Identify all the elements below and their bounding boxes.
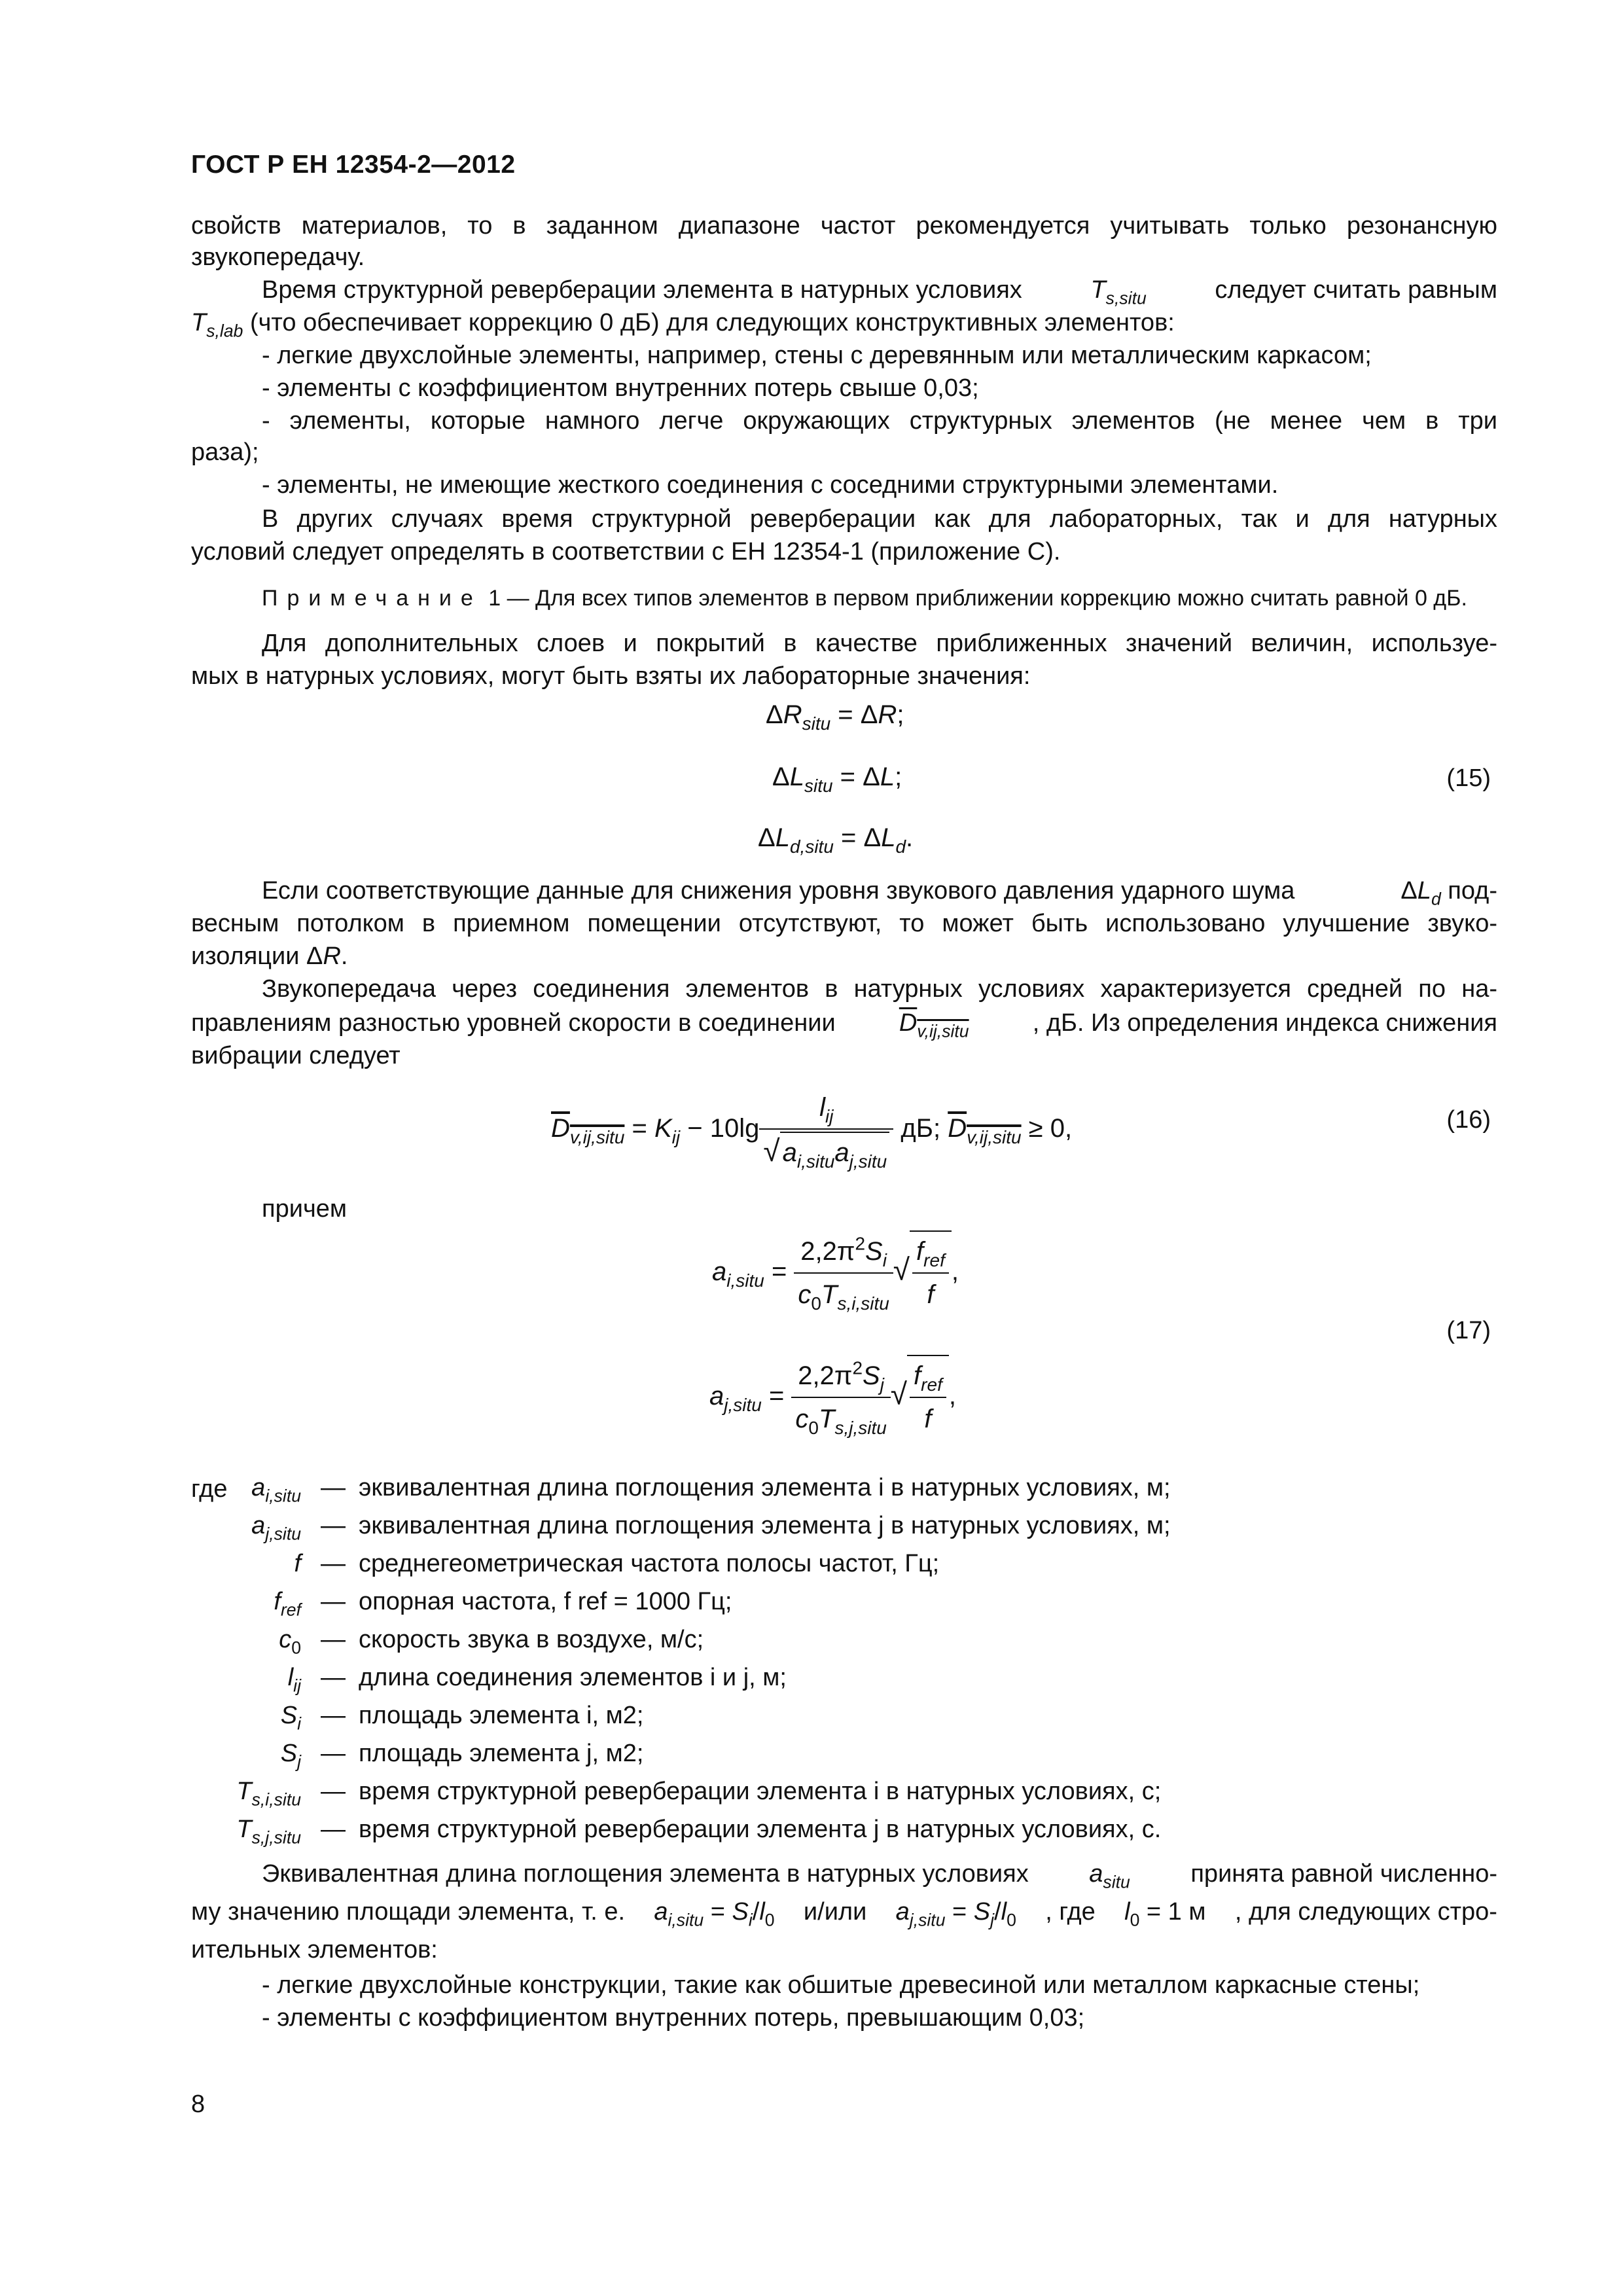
text-fragment: Эквивалентная длина поглощения элемента в натурных условиях <box>262 1860 1029 1888</box>
def-desc: время структурной реверберации элемента i в натурных условиях, с; <box>359 1778 1162 1805</box>
unit-db: дБ; <box>901 1114 941 1143</box>
paragraph-line: причем <box>262 1195 347 1223</box>
def-dash: — <box>321 1550 346 1577</box>
paragraph-line <box>191 908 1497 939</box>
def-dash: — <box>321 1664 346 1691</box>
def-desc: скорость звука в воздухе, м/с; <box>359 1626 704 1653</box>
def-desc: площадь элемента i, м2; <box>359 1702 644 1729</box>
text-fragment: (что обеспечивает коррекцию 0 дБ) для следующих конструктивных элементов: <box>249 309 1175 336</box>
symbol-ts-situ: $T_{s,situ}$ <box>1090 276 1147 308</box>
def-symbol: $a_{i,situ}$ <box>251 1474 301 1506</box>
equation-17a: $a_{i,situ}$ = $\frac{2,2\pi^2S_i}{c_0T_{s,i,situ}}$ √ $\frac{f_{ref}}{f}$ , <box>712 1230 959 1314</box>
def-symbol: f <box>294 1550 301 1577</box>
note-label: Примечание <box>262 586 482 611</box>
paragraph-line: звукопередачу. <box>191 243 365 271</box>
list-item: - элементы с коэффициентом внутренних потерь, превышающим 0,03; <box>262 2004 1085 2032</box>
def-desc: площадь элемента j, м2; <box>359 1740 644 1767</box>
def-symbol: $S_i$ <box>280 1702 301 1734</box>
list-item: - элементы, которые намного легче окружающих структурных элементов (не менее чем в три <box>262 407 1497 435</box>
paragraph-line <box>262 876 1497 909</box>
def-symbol: $T_{s,j,situ}$ <box>236 1816 301 1848</box>
paragraph-line <box>262 275 1497 308</box>
text-fragment: му значению площади элемента, т. е. <box>191 1898 626 1926</box>
list-item: - легкие двухслойные конструкции, такие как обшитые древесиной или металлом каркасные стены; <box>262 1971 1420 1999</box>
formula-inline: $a_{j,situ} = S_j/l_0$ <box>895 1898 1016 1930</box>
document-header: ГОСТ Р ЕН 12354-2—2012 <box>191 151 516 179</box>
equation-15a: $\Delta R_{situ} = \Delta R$; <box>766 700 904 734</box>
def-desc: эквивалентная длина поглощения элемента j в натурных условиях, м; <box>359 1512 1171 1539</box>
list-item: - элементы, не имеющие жесткого соединения с соседними структурными элементами. <box>262 471 1279 499</box>
def-desc: среднегеометрическая частота полосы частот, Гц; <box>359 1550 940 1577</box>
paragraph-line <box>191 308 1175 341</box>
list-item: - легкие двухслойные элементы, например, стены с деревянным или металлическим каркасом; <box>262 342 1372 369</box>
symbol-ts-lab: $T_{s,lab}$ <box>191 309 243 341</box>
equation-number: (15) <box>1446 764 1491 792</box>
text-fragment: принята равной численно- <box>1190 1860 1497 1888</box>
symbol-a-situ: $a_{situ}$ <box>1089 1860 1130 1892</box>
list-item: раза); <box>191 439 259 466</box>
paragraph-line <box>191 1897 1497 1930</box>
text-fragment: весным потолком в приемном помещении отсутствуют, то может быть использовано улучшение звуко- <box>191 910 1497 937</box>
text-fragment: правлениям разностью уровней скорости в соединении <box>191 1009 836 1037</box>
text-fragment: , для следующих стро- <box>1234 1898 1497 1926</box>
def-symbol: $T_{s,i,situ}$ <box>236 1778 301 1810</box>
text-fragment: изоляции <box>191 942 300 970</box>
def-desc: длина соединения элементов i и j, м; <box>359 1664 787 1691</box>
paragraph-line <box>191 1008 1497 1041</box>
paragraph-line <box>262 1859 1497 1892</box>
def-desc: время структурной реверберации элемента j в натурных условиях, с. <box>359 1816 1162 1843</box>
paragraph-line: Для дополнительных слоев и покрытий в качестве приближенных значений величин, используе- <box>262 630 1497 657</box>
formula-inline: $a_{i,situ} = S_i/l_0$ <box>654 1898 775 1930</box>
symbol-dv-ij-situ: $D_{v,ij,situ}$ <box>899 1009 969 1041</box>
paragraph-line: вибрации следует <box>191 1042 401 1069</box>
equation-15c: $\Delta L_{d,situ} = \Delta L_d$. <box>758 823 914 857</box>
paragraph-line: В других случаях время структурной реверберации как для лабораторных, так и для натурных <box>262 505 1497 533</box>
text-fragment: , дБ. Из определения индекса снижения <box>1032 1009 1497 1037</box>
paragraph-line: ительных элементов: <box>191 1936 438 1964</box>
paragraph-line: условий следует определять в соответствии с ЕН 12354-1 (приложение С). <box>191 538 1061 565</box>
note-text: 1 — Для всех типов элементов в первом приближении коррекцию можно считать равной 0 дБ. <box>488 586 1467 611</box>
def-desc: эквивалентная длина поглощения элемента i в натурных условиях, м; <box>359 1474 1171 1501</box>
def-dash: — <box>321 1702 346 1729</box>
equation-16: $D_{v,ij,situ} = K_{ij} - 10\lg$ $\frac{l_{ij}}{√ a_{i,situ}a_{j,situ}}$ дБ; $D_{v,ij,situ} \ge 0$, <box>551 1088 1072 1172</box>
paragraph-line: свойств материалов, то в заданном диапазоне частот рекомендуется учитывать только резонансную <box>191 212 1497 240</box>
def-dash: — <box>321 1474 346 1501</box>
paragraph-line: мых в натурных условиях, могут быть взяты их лабораторные значения: <box>191 662 1031 690</box>
text-fragment: , где <box>1045 1898 1096 1926</box>
def-dash: — <box>321 1588 346 1615</box>
def-symbol: $a_{j,situ}$ <box>251 1512 301 1544</box>
page-number: 8 <box>191 2090 205 2118</box>
note <box>262 585 1467 611</box>
symbol-delta-ld: $\Delta L_d$ под- <box>1400 877 1497 909</box>
paragraph-line: Звукопередача через соединения элементов в натурных условиях характеризуется средней по на- <box>262 975 1497 1003</box>
def-symbol: $l_{ij}$ <box>287 1664 301 1696</box>
text-fragment: и/или <box>803 1898 867 1926</box>
text-fragment: следует считать равным <box>1215 276 1497 304</box>
equation-number: (16) <box>1446 1106 1491 1134</box>
formula-inline: $l_0 = 1$ м <box>1124 1898 1206 1930</box>
def-symbol: $c_0$ <box>279 1626 301 1658</box>
equation-number: (17) <box>1446 1317 1491 1344</box>
list-item: - элементы с коэффициентом внутренних потерь свыше 0,03; <box>262 374 979 402</box>
where-label: где <box>191 1475 228 1503</box>
def-dash: — <box>321 1816 346 1843</box>
def-symbol: $f_{ref}$ <box>274 1588 301 1620</box>
equation-17b: $a_{j,situ}$ = $\frac{2,2\pi^2S_j}{c_0T_{s,j,situ}}$ √ $\frac{f_{ref}}{f}$ , <box>709 1355 956 1439</box>
def-dash: — <box>321 1626 346 1653</box>
def-dash: — <box>321 1740 346 1767</box>
def-desc: опорная частота, f ref = 1000 Гц; <box>359 1588 732 1615</box>
def-dash: — <box>321 1512 346 1539</box>
paragraph-line: изоляции ΔR. <box>191 942 348 970</box>
def-dash: — <box>321 1778 346 1805</box>
text-fragment: Если соответствующие данные для снижения уровня звукового давления ударного шума <box>262 877 1295 905</box>
def-symbol: $S_j$ <box>280 1740 301 1772</box>
equation-15b: $\Delta L_{situ} = \Delta L$; <box>772 762 902 796</box>
text-fragment: Время структурной реверберации элемента в натурных условиях <box>262 276 1022 304</box>
